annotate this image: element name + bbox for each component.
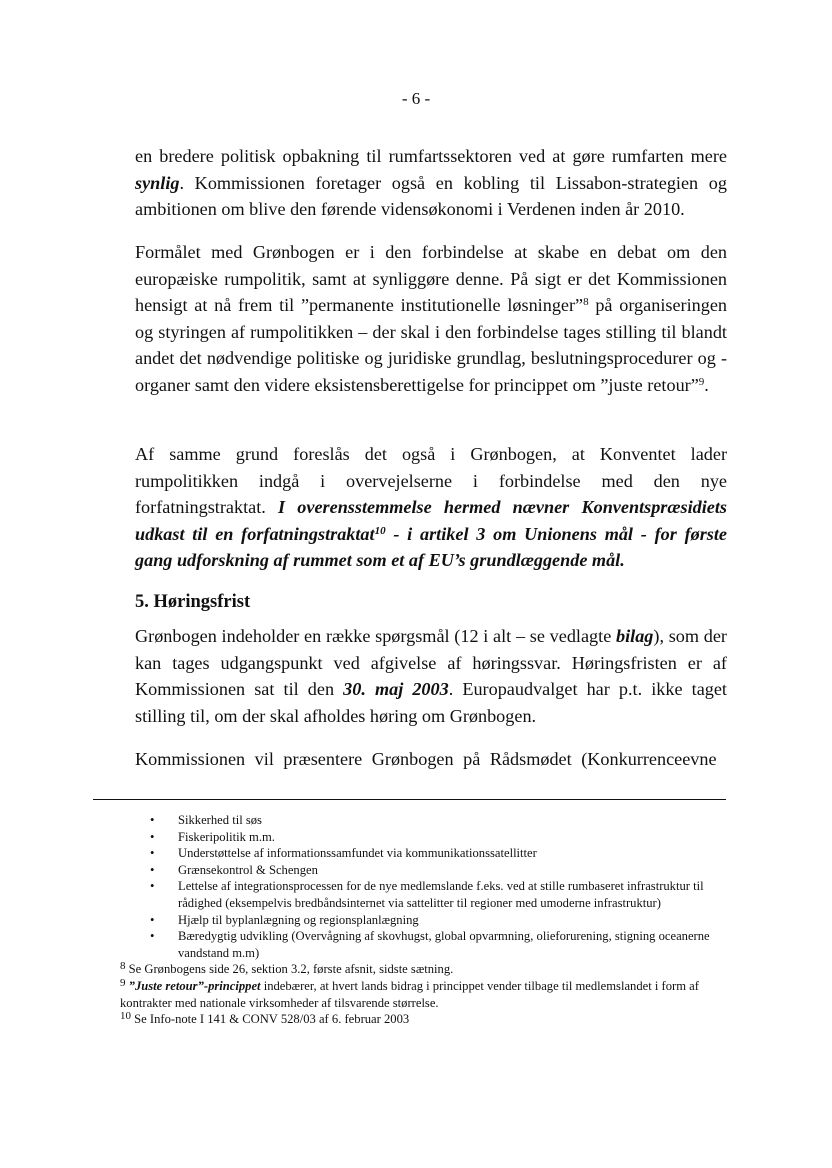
paragraph-1-part1: en bredere politisk opbakning til rumfartssektoren ved at gøre rumfarten mere (135, 146, 727, 166)
bullet-icon: • (150, 813, 155, 827)
section-heading: 5. Høringsfrist (135, 592, 251, 612)
paragraph-3 (135, 441, 727, 574)
bullet-icon: • (150, 912, 155, 927)
footnote-separator (93, 799, 726, 800)
footnote-8: $^8$ Se Grønbogens side 26, sektion 3.2, første afsnit, sidste sætning. (120, 960, 454, 977)
footnote-9-marker: 9 (120, 976, 126, 989)
paragraph-2-part1: Formålet med Grønbogen er i den forbindelse at skabe en debat om den europæiske rumpolitik, samt at synliggøre denne. På sigt er det Kommissionen hensigt at nå frem til ”permanente institutionelle løsninger” (135, 242, 727, 315)
footnote-bullet-item: • Bæredygtig udvikling (Overvågning af skovhugst, global opvarmning, olieforurening, stigning oceanerne vandstand m.m) (150, 929, 710, 960)
footnotes (120, 812, 728, 1028)
paragraph-3-bold2: - i artikel 3 om Unionens mål - for første gang udforskning af rummet som et af EU’s grundlæggende mål. (135, 523, 728, 570)
paragraph-2-part2: på organiseringen og styringen af rumpolitikken – der skal i den forbindelse tages stilling til blandt andet det nødvendige politiske og juridiske grundlag, beslutningsprocedurer og -organer samt den videre eksistensberettigelse for princippet om ”juste retour” (135, 295, 727, 395)
footnote-ref-8: 8 (583, 296, 589, 308)
paragraph-3-bold1: I overensstemmelse hermed nævner Konventspræsidiets udkast til en forfatningstraktat (135, 497, 727, 544)
paragraph-2 (135, 239, 727, 398)
paragraph-5: Kommissionen vil præsentere Grønbogen på Rådsmødet (Konkurrenceevne (135, 749, 717, 769)
footnote-bullet-item: • Fiskeripolitik m.m. (150, 829, 275, 844)
footnote-bullet-item: • Grænsekontrol & Schengen (150, 862, 318, 877)
bullet-icon: • (150, 929, 155, 944)
footnote-ref-9: 9 (698, 375, 705, 388)
paragraph-4-part1: Grønbogen indeholder en række spørgsmål (12 i alt – se vedlagte (135, 626, 616, 646)
footnote-bullet-item: • Hjælp til byplanlægning og regionsplanlægning (150, 912, 419, 927)
paragraph-3-part1: Af samme grund foreslås det også i Grønbogen, at Konventet lader rumpolitikken indgå i overvejelserne i forbindelse med den nye forfatningstraktat. (135, 444, 727, 517)
paragraph-2-part3: . (704, 374, 709, 395)
bullet-icon: • (150, 829, 155, 844)
footnote-bullet-item: • Understøttelse af informationssamfundet via kommunikationssatellitter (150, 846, 537, 861)
paragraph-1-part2: . Kommissionen foretager også en kobling til Lissabon-strategien og ambitionen om blive den førende vidensøkonomi i Verdenen inden år 2010. (135, 172, 727, 219)
paragraph-4 (135, 623, 727, 729)
bullet-icon: • (150, 862, 155, 877)
footnote-9: $^9$ ”Juste retour”-princippet indebærer, at hvert lands bidrag i princippet vender tilbage til medlemslandet i form af kontrakter med nationale virksomheder af tilsvarende størrelse. (120, 976, 699, 1010)
paragraph-1 (135, 143, 727, 223)
paragraph-4-part3: . Europaudvalget har p.t. ikke taget stilling til, om der skal afholdes høring om Grønbogen. (135, 679, 727, 726)
footnote-bullet-item: • Sikkerhed til søs (150, 813, 262, 827)
paragraph-4-part2: ), som der kan tages udgangspunkt ved afgivelse af høringssvar. Høringsfristen er af Kommissionen sat til den (135, 626, 727, 699)
page-number: - 6 - (401, 89, 431, 108)
footnote-8-marker: 8 (120, 960, 126, 973)
bullet-icon: • (150, 846, 155, 861)
paragraph-1-emphasis: synlig (135, 172, 180, 193)
paragraph-4-emphasis1: bilag (616, 626, 654, 646)
bullet-icon: • (150, 879, 155, 894)
footnote-bullet-item: • Lettelse af integrationsprocessen for de nye medlemslande f.eks. ved at stille rumbaseret infrastruktur til rådighed (eksempelvis bredbåndsinternet via sattelitter til regioner med umoderne infrastruktur) (150, 879, 704, 910)
footnote-10: $^{10}$ Se Info-note I 141 & CONV 528/03 af 6. februar 2003 (120, 1010, 410, 1027)
paragraph-4-emphasis2: 30. maj 2003 (343, 679, 449, 699)
footnote-9-emphasis: ”Juste retour”-princippet (125, 978, 261, 993)
footnote-bullet-list (120, 812, 728, 961)
footnote-10-marker: 10 (120, 1010, 131, 1023)
footnote-ref-10: 10 (374, 524, 386, 537)
